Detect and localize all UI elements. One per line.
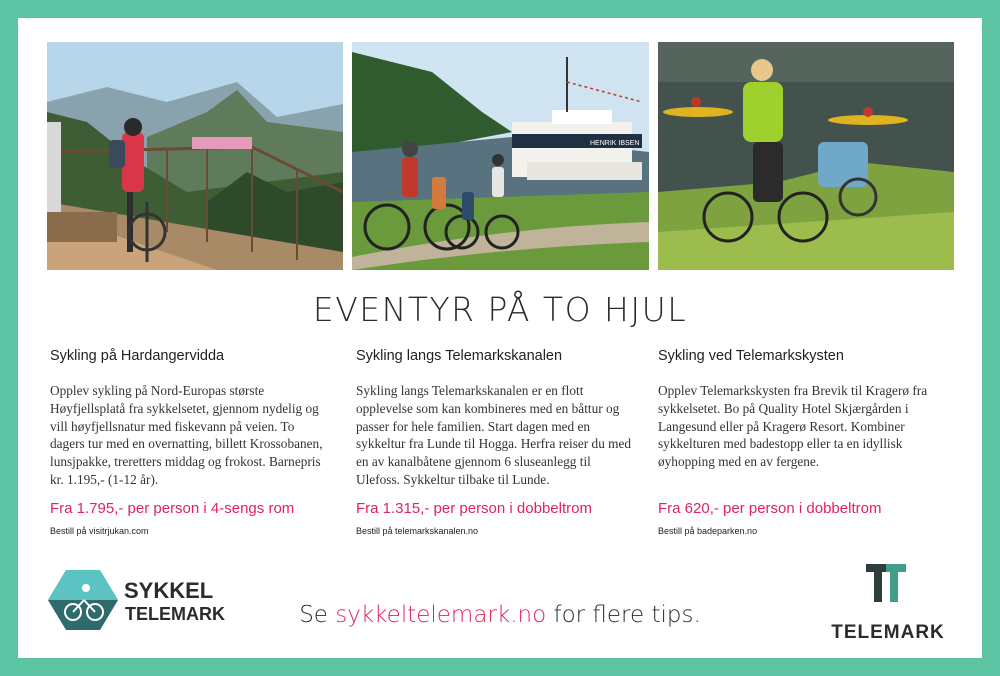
footer-suffix: for flere tips. (546, 602, 701, 628)
logo-line2: TELEMARK (125, 604, 225, 624)
footer-prefix: Se (299, 602, 336, 628)
column-title: Sykling langs Telemarkskanalen (356, 348, 563, 364)
booking-link-badeparken[interactable]: Bestill på badeparken.no (658, 526, 758, 536)
price-hardangervidda: Fra 1.795,- per person i 4-sengs rom (50, 500, 295, 517)
photo-telemarkskysten (658, 42, 954, 270)
column-body: Sykling langs Telemarkskanalen er en flott opplevelse som kan kombineres med en båttur og passer for hele familien. Start dagen med en sykkeltur fra Lunde til Hogga. Herfra reiser du med en av kanalbåtene gjennom 6 sluseanlegg til Ulefoss. Sykkeltur tilbake til Lunde. (356, 383, 632, 487)
column-telemarkskysten (658, 348, 954, 471)
telemark-logo (818, 562, 958, 642)
column-body: Opplev Telemarkskysten fra Brevik til Kragerø fra sykkelsetet. Bo på Quality Hotel Skjærgården i Langesund eller på Kragerø Resort. Kombiner sykkelturen med badestopp eller ta en idyllisk øyhopping med en av fergene. (658, 383, 928, 470)
column-hardangervidda (50, 348, 332, 489)
boat-name-text: HENRIK IBSEN (590, 140, 640, 147)
column-telemarkskanalen (356, 348, 638, 489)
price-telemarkskanalen: Fra 1.315,- per person i dobbeltrom (356, 500, 592, 517)
column-title: Sykling ved Telemarkskysten (658, 348, 844, 364)
price-telemarkskysten: Fra 620,- per person i dobbeltrom (658, 500, 882, 517)
page-title: EVENTYR PÅ TO HJUL (312, 290, 688, 329)
column-body: Opplev sykling på Nord-Europas største Høyfjellsplatå fra sykkelsetet, gjennom nydelig og vill høyfjellsnatur med fiskevann på veien. To dagers tur med en overnatting, billett Krossobanen, lunsjpakke, treretters middag og frokost. Barnepris kr. 1.195,- (1-12 år). (50, 383, 323, 487)
website-link[interactable]: sykkeltelemark.no (335, 602, 547, 628)
logo-line1: SYKKEL (124, 578, 214, 603)
advertisement-card (18, 18, 982, 658)
photo-telemarkskanalen (352, 42, 649, 270)
photo-hardangervidda (47, 42, 343, 270)
booking-link-visitrjukan[interactable]: Bestill på visitrjukan.com (50, 526, 149, 536)
telemark-wordmark: TELEMARK (831, 622, 945, 642)
column-title: Sykling på Hardangervidda (50, 348, 225, 364)
booking-link-telemarkskanalen[interactable]: Bestill på telemarkskanalen.no (356, 526, 479, 536)
